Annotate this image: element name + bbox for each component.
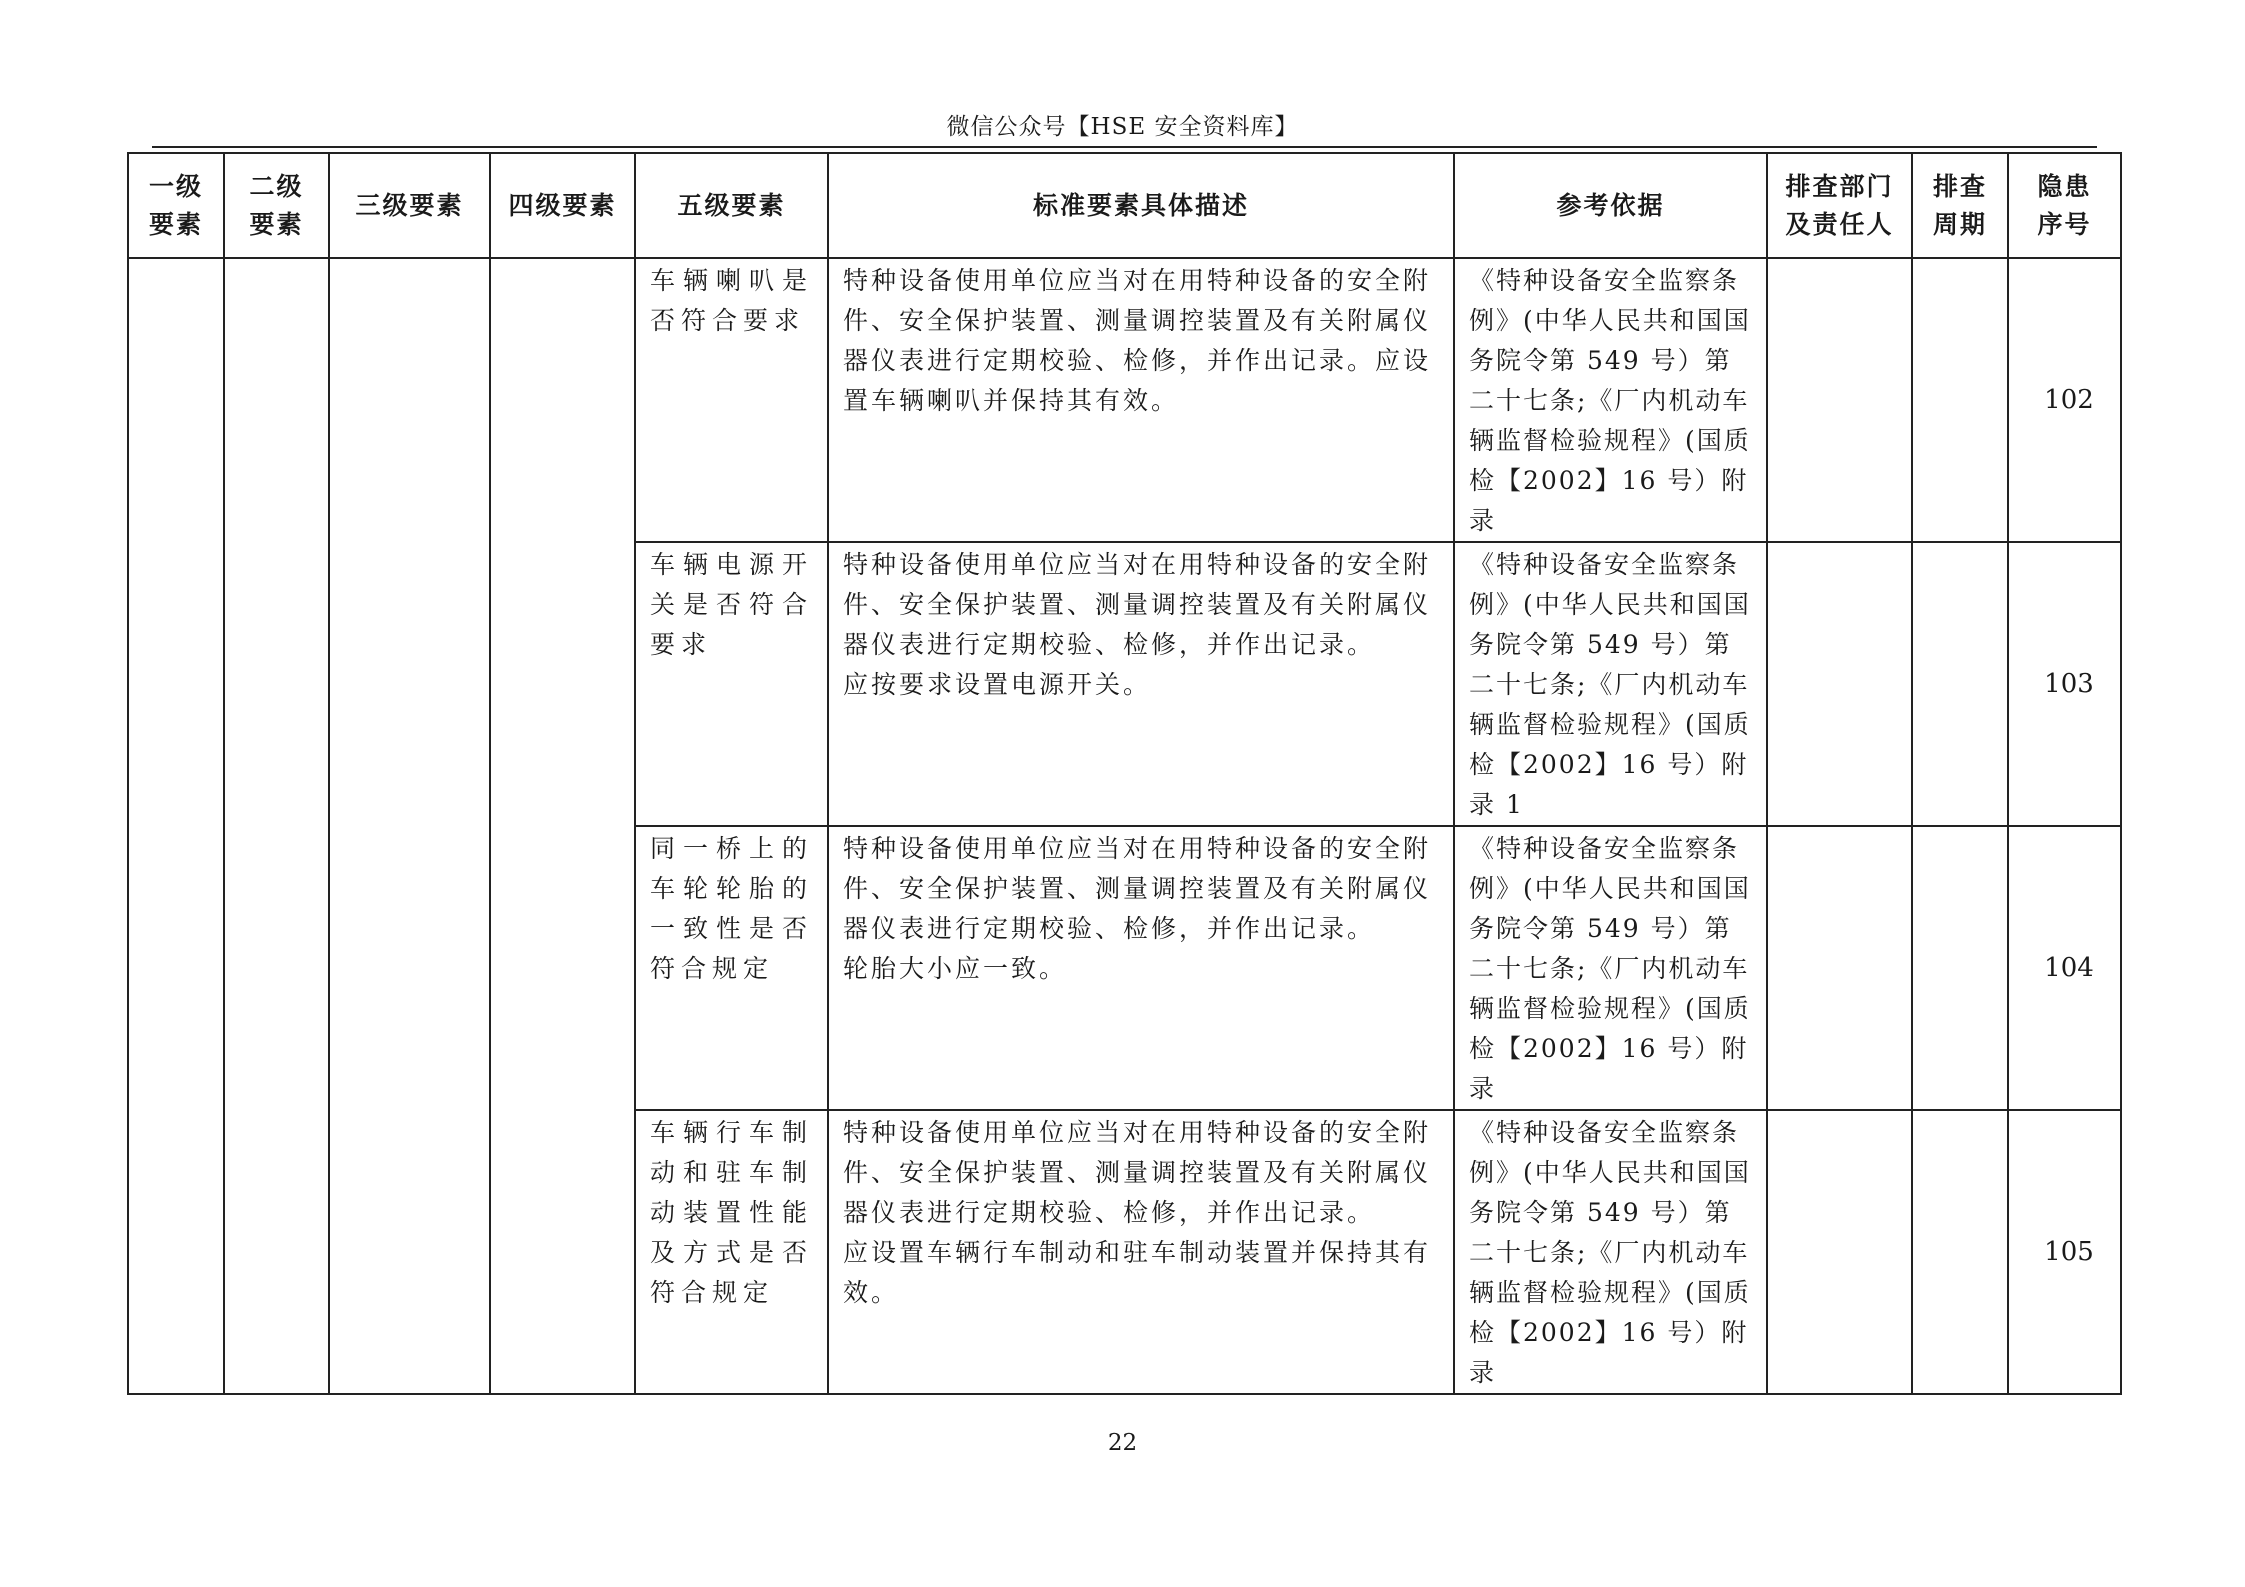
description-cell: 特种设备使用单位应当对在用特种设备的安全附件、安全保护装置、测量调控装置及有关附属仪器仪表进行定期校验、检修，并作出记录。 应设置车辆行车制动和驻车制动装置并保持其有效。 bbox=[828, 1110, 1454, 1394]
department-cell bbox=[1767, 258, 1912, 542]
table-header-row bbox=[128, 153, 2121, 258]
element-level-5-cell: 车辆电源开关是否符合要求 bbox=[635, 542, 828, 826]
department-cell bbox=[1767, 1110, 1912, 1394]
reference-cell: 《特种设备安全监察条例》(中华人民共和国国务院令第 549 号）第二十七条;《厂内机动车辆监督检验规程》(国质检【2002】16 号）附录 bbox=[1454, 826, 1767, 1110]
reference-cell: 《特种设备安全监察条例》(中华人民共和国国务院令第 549 号）第二十七条;《厂内机动车辆监督检验规程》(国质检【2002】16 号）附录 bbox=[1454, 1110, 1767, 1394]
department-cell bbox=[1767, 542, 1912, 826]
table-row bbox=[128, 258, 2121, 542]
period-cell bbox=[1912, 258, 2008, 542]
description-cell: 特种设备使用单位应当对在用特种设备的安全附件、安全保护装置、测量调控装置及有关附属仪器仪表进行定期校验、检修，并作出记录。 轮胎大小应一致。 bbox=[828, 826, 1454, 1110]
column-header-reference: 参考依据 bbox=[1454, 153, 1767, 258]
description-cell: 特种设备使用单位应当对在用特种设备的安全附件、安全保护装置、测量调控装置及有关附属仪器仪表进行定期校验、检修，并作出记录。 应按要求设置电源开关。 bbox=[828, 542, 1454, 826]
column-header-element-level-3: 三级要素 bbox=[329, 153, 490, 258]
column-header-element-level-4: 四级要素 bbox=[490, 153, 635, 258]
element-level-2-cell bbox=[224, 258, 329, 1394]
column-header-serial: 隐患 序号 bbox=[2008, 153, 2121, 258]
element-level-3-cell bbox=[329, 258, 490, 1394]
page-header: 微信公众号【HSE 安全资料库】 bbox=[946, 114, 1299, 140]
serial-cell: 105 bbox=[2008, 1110, 2121, 1394]
department-cell bbox=[1767, 826, 1912, 1110]
element-level-1-cell bbox=[128, 258, 224, 1394]
period-cell bbox=[1912, 826, 2008, 1110]
element-level-5-cell: 车辆行车制动和驻车制动装置性能及方式是否符合规定 bbox=[635, 1110, 828, 1394]
reference-cell: 《特种设备安全监察条例》(中华人民共和国国务院令第 549 号）第二十七条;《厂内机动车辆监督检验规程》(国质检【2002】16 号）附录 bbox=[1454, 258, 1767, 542]
column-header-element-level-2: 二级 要素 bbox=[224, 153, 329, 258]
element-level-5-cell: 同一桥上的车轮轮胎的一致性是否符合规定 bbox=[635, 826, 828, 1110]
serial-cell: 102 bbox=[2008, 258, 2121, 542]
column-header-element-level-5: 五级要素 bbox=[635, 153, 828, 258]
column-header-department: 排查部门 及责任人 bbox=[1767, 153, 1912, 258]
column-header-description: 标准要素具体描述 bbox=[828, 153, 1454, 258]
element-level-5-cell: 车辆喇叭是否符合要求 bbox=[635, 258, 828, 542]
serial-cell: 104 bbox=[2008, 826, 2121, 1110]
description-cell: 特种设备使用单位应当对在用特种设备的安全附件、安全保护装置、测量调控装置及有关附属仪器仪表进行定期校验、检修，并作出记录。应设置车辆喇叭并保持其有效。 bbox=[828, 258, 1454, 542]
element-level-4-cell bbox=[490, 258, 635, 1394]
column-header-element-level-1: 一级 要素 bbox=[128, 153, 224, 258]
period-cell bbox=[1912, 542, 2008, 826]
header-rule bbox=[152, 146, 2097, 148]
page-number: 22 bbox=[1107, 1430, 1138, 1456]
period-cell bbox=[1912, 1110, 2008, 1394]
column-header-period: 排查 周期 bbox=[1912, 153, 2008, 258]
hazard-checklist-table bbox=[127, 152, 2122, 1395]
reference-cell: 《特种设备安全监察条例》(中华人民共和国国务院令第 549 号）第二十七条;《厂内机动车辆监督检验规程》(国质检【2002】16 号）附录 1 bbox=[1454, 542, 1767, 826]
serial-cell: 103 bbox=[2008, 542, 2121, 826]
